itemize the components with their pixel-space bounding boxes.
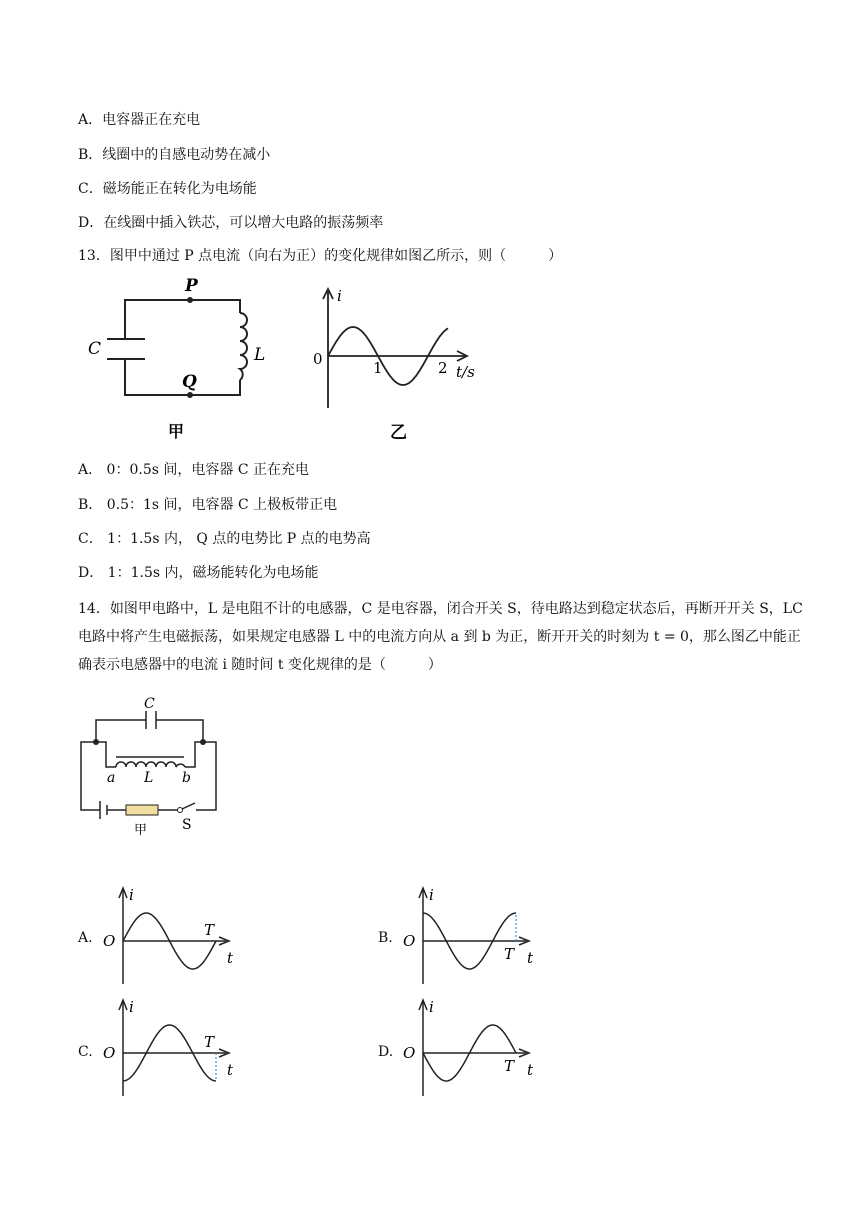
graph-x-label: t [227,949,234,967]
q14-graph-b [398,884,538,989]
graph-origin: O [403,932,416,950]
q12-option-d: D．在线圈中插入铁芯，可以增大电路的振荡频率 [78,215,384,231]
q14-label-c: C [144,696,155,712]
graph-x-label: t [527,949,534,967]
q12-option-c: C．磁场能正在转化为电场能 [78,181,257,197]
q14-label-b: b [182,770,191,786]
q13-figure-yi [310,283,490,443]
q14-stem: 14．如图甲电路中，L 是电阻不计的电感器，C 是电容器，闭合开关 S，待电路达到稳定状态后，再断开开关 S，LC 电路中将产生电磁振荡，如果规定电感器 L 中的电流方向从 a 到 b 为正，断开开关的时刻为 t = 0，那么图乙中能正确表示电感器中的电流 i 随时间 t 变化规律的是（ ） [78,601,803,673]
graph-origin: O [103,932,116,950]
q13-stem: 13．图甲中通过 P 点电流（向右为正）的变化规律如图乙所示，则（ ） [78,248,563,264]
q13-option-b: B． 0.5：1s 间，电容器 C 上极板带正电 [78,497,338,513]
point-q-dot [187,392,193,398]
q13-option-a: A． 0：0.5s 间，电容器 C 正在充电 [78,462,309,478]
point-p-dot [187,297,193,303]
graph-period-label: T [204,1033,215,1051]
q12-option-a: A．电容器正在充电 [78,112,201,128]
q14-label-a: a [107,770,116,786]
label-p: P [185,276,198,296]
graph-period-label: T [204,921,215,939]
q14-circuit [78,695,238,840]
graph-origin: O [103,1044,116,1062]
graph-x-label: t [527,1061,534,1079]
q14-caption-jia: 甲 [134,823,148,838]
yi-y-label: i [337,287,342,305]
graph-y-label: i [129,886,134,904]
resistor [126,805,158,815]
q14-graph-a [98,884,238,989]
label-q: Q [182,372,197,392]
q12-option-b: B．线圈中的自感电动势在减小 [78,147,271,163]
caption-yi: 乙 [390,423,407,443]
graph-y-label: i [429,998,434,1016]
label-l: L [254,345,266,365]
q13-option-c: C． 1：1.5s 内， Q 点的电势比 P 点的电势高 [78,531,371,547]
q13-option-d: D． 1：1.5s 内，磁场能转化为电场能 [78,565,319,581]
yi-tick-1: 1 [373,359,383,377]
graph-y-label: i [429,886,434,904]
q14-option-c-label: C. [78,1044,93,1060]
q13-figure-jia [80,275,280,445]
graph-origin: O [403,1044,416,1062]
q14-graph-c [98,996,238,1106]
yi-tick-2: 2 [438,359,448,377]
switch-contact [178,808,183,813]
q14-option-d-label: D. [378,1044,394,1060]
q14-label-l: L [144,770,154,786]
graph-period-label: T [504,1057,515,1075]
caption-jia: 甲 [168,422,185,441]
q14-label-s: S [182,817,192,833]
q14-option-a-label: A. [78,930,93,946]
label-c: C [88,339,102,359]
graph-y-label: i [129,998,134,1016]
yi-origin: 0 [313,350,323,368]
q14-graph-d [398,996,538,1106]
graph-x-label: t [227,1061,234,1079]
junction-right [200,739,206,745]
q14-option-b-label: B. [378,930,393,946]
yi-x-label: t/s [456,363,475,381]
graph-period-label: T [504,945,515,963]
junction-left [93,739,99,745]
